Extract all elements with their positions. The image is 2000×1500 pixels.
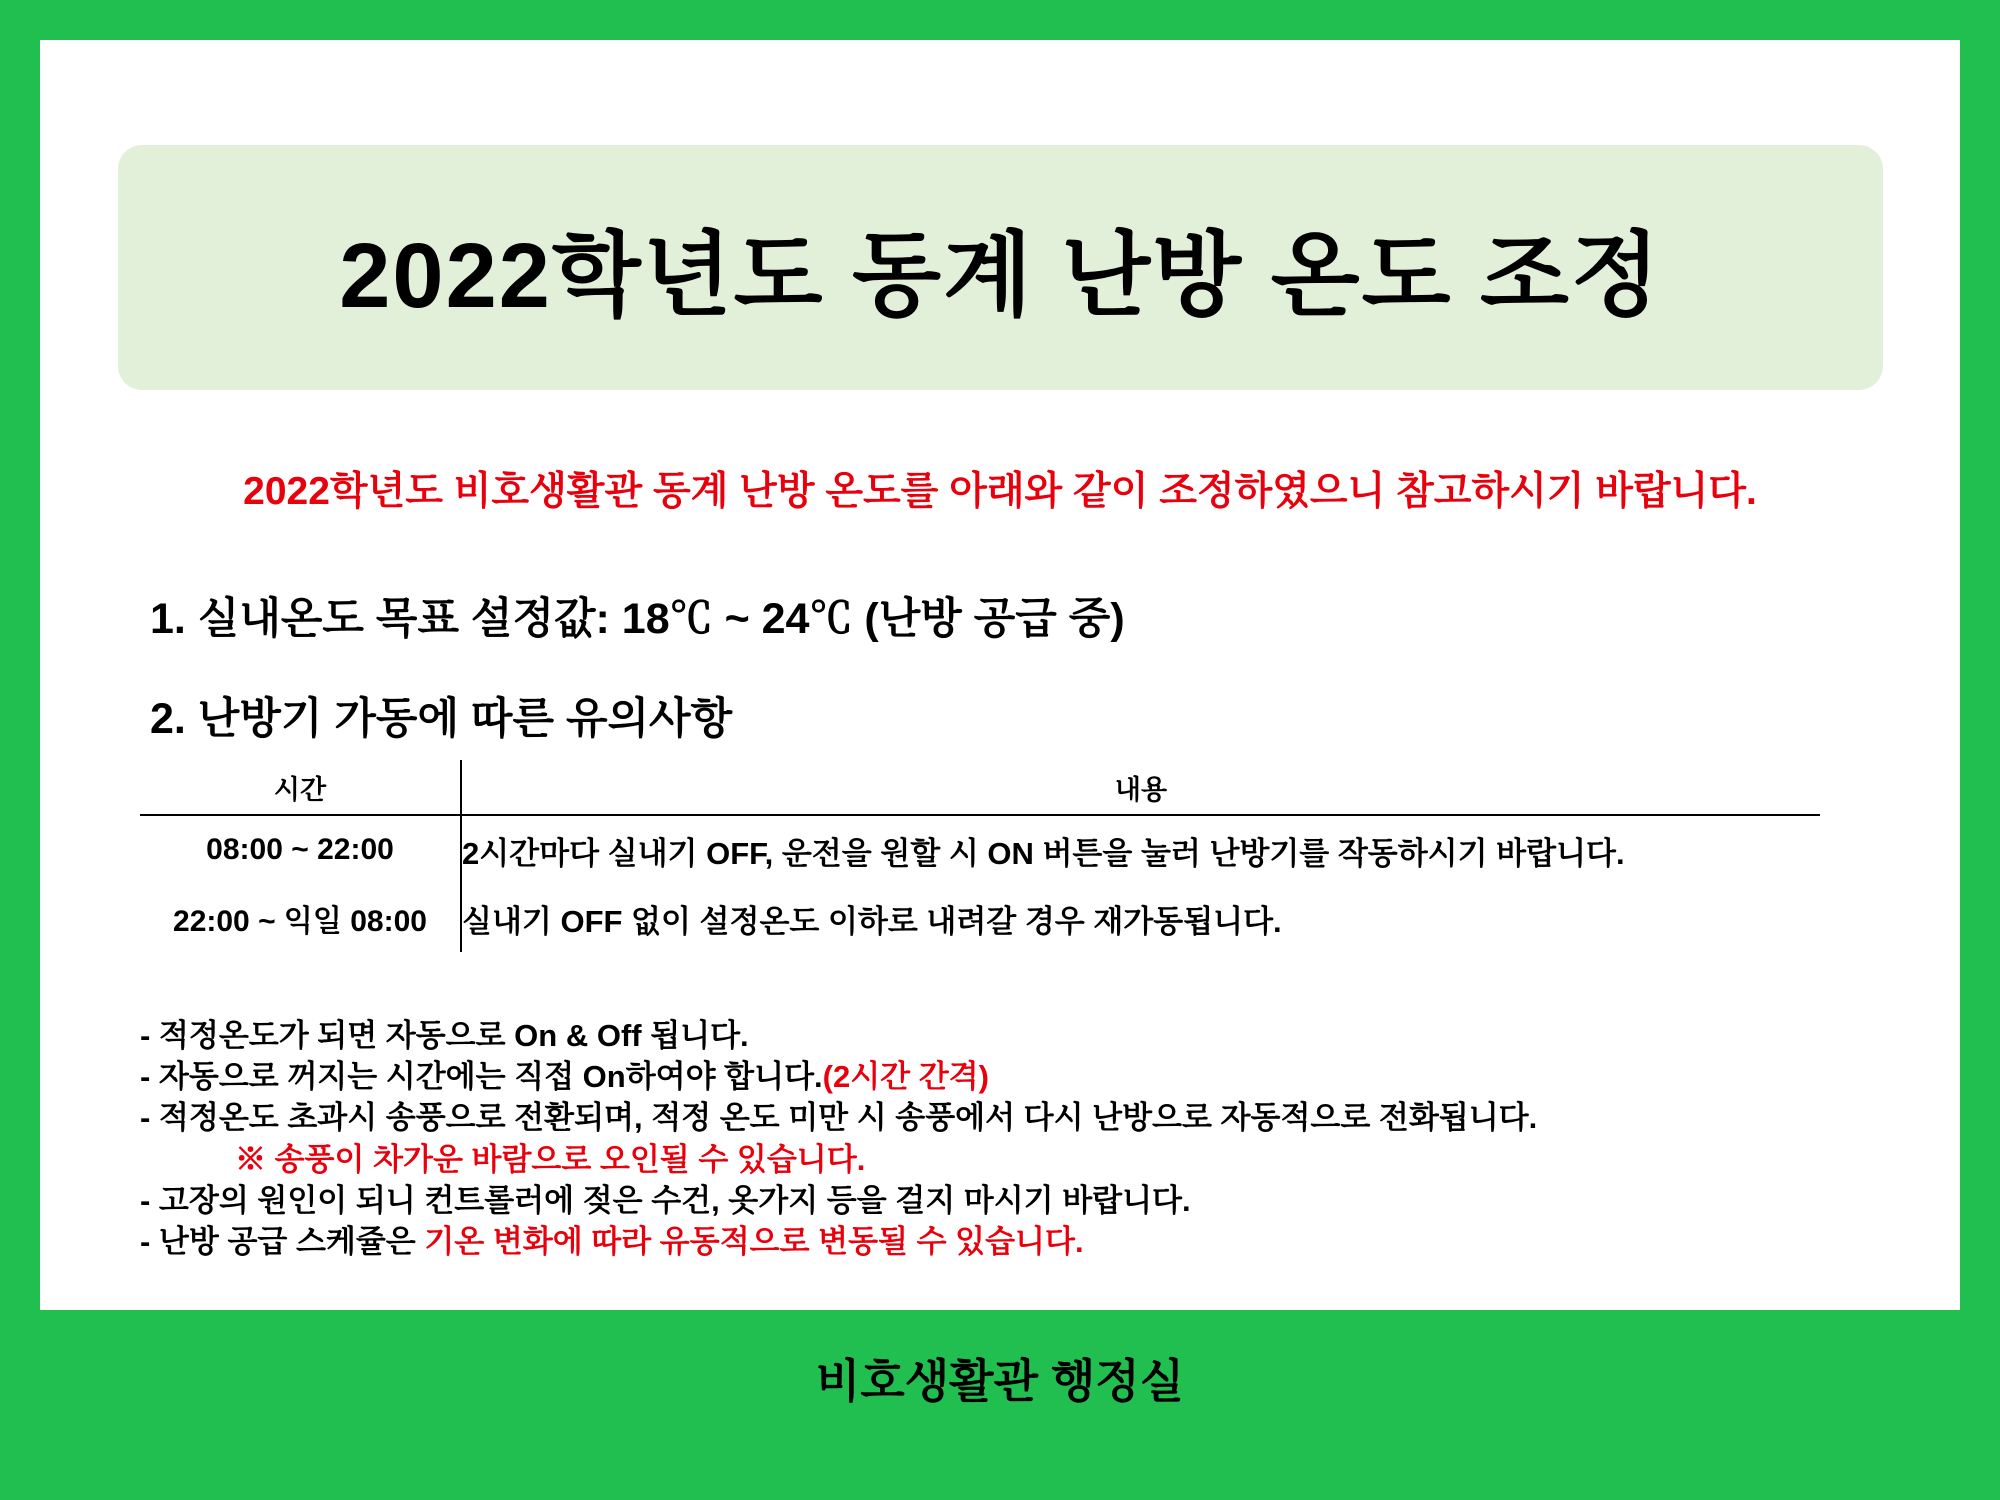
notes-list <box>140 1015 1900 1262</box>
table-cell-time: 22:00 ~ 익일 08:00 <box>173 905 427 938</box>
table-row <box>140 815 1820 884</box>
poster-footer: 비호생활관 행정실 <box>815 1355 1185 1407</box>
table-cell-content: 실내기 OFF 없이 설정온도 이하로 내려갈 경우 재가동됩니다. <box>461 884 1820 952</box>
note-item <box>140 1221 1900 1262</box>
poster-white-panel <box>40 40 1960 1310</box>
page-title: 2022학년도 동계 난방 온도 조정 <box>339 224 1662 327</box>
note-text: - 난방 공급 스케쥴은 <box>140 1224 425 1260</box>
schedule-table <box>140 760 1820 952</box>
note-item <box>140 1097 1900 1138</box>
note-text-highlight: 기온 변화에 따라 유동적으로 변동될 수 있습니다. <box>424 1224 1084 1260</box>
note-text: - 적정온도가 되면 자동으로 On & Off 됩니다. <box>140 1018 749 1053</box>
poster-title-box <box>118 145 1883 390</box>
note-text: - 적정온도 초과시 송풍으로 전환되며, 적정 온도 미만 시 송풍에서 다시 난방으로 자동적으로 전화됩니다. <box>140 1100 1538 1136</box>
note-text-highlight: (2시간 간격) <box>822 1059 989 1095</box>
note-item <box>140 1015 1900 1056</box>
table-cell-content: 2시간마다 실내기 OFF, 운전을 원할 시 ON 버튼을 눌러 난방기를 작동하시기 바랍니다. <box>461 815 1820 884</box>
note-text: - 자동으로 꺼지는 시간에는 직접 On하여야 합니다. <box>140 1059 823 1095</box>
table-header-row <box>140 760 1820 815</box>
notice-item-2: 2. 난방기 가동에 따른 유의사항 <box>150 695 733 743</box>
note-item <box>140 1056 1900 1097</box>
table-header-time: 시간 <box>140 760 461 815</box>
table-cell-time: 08:00 ~ 22:00 <box>206 833 394 866</box>
note-warning: ※ 송풍이 차가운 바람으로 오인될 수 있습니다. <box>235 1141 866 1177</box>
note-text: - 고장의 원인이 되니 컨트롤러에 젖은 수건, 옷가지 등을 걸지 마시기 바랍니다. <box>140 1182 1191 1218</box>
table-header-content: 내용 <box>461 760 1820 815</box>
poster-subtitle: 2022학년도 비호생활관 동계 난방 온도를 아래와 같이 조정하였으니 참고하시기 바랍니다. <box>243 470 1757 513</box>
note-item <box>140 1180 1900 1221</box>
table-row <box>140 884 1820 952</box>
notice-item-1: 1. 실내온도 목표 설정값: 18℃ ~ 24℃ (난방 공급 중) <box>150 595 1125 643</box>
